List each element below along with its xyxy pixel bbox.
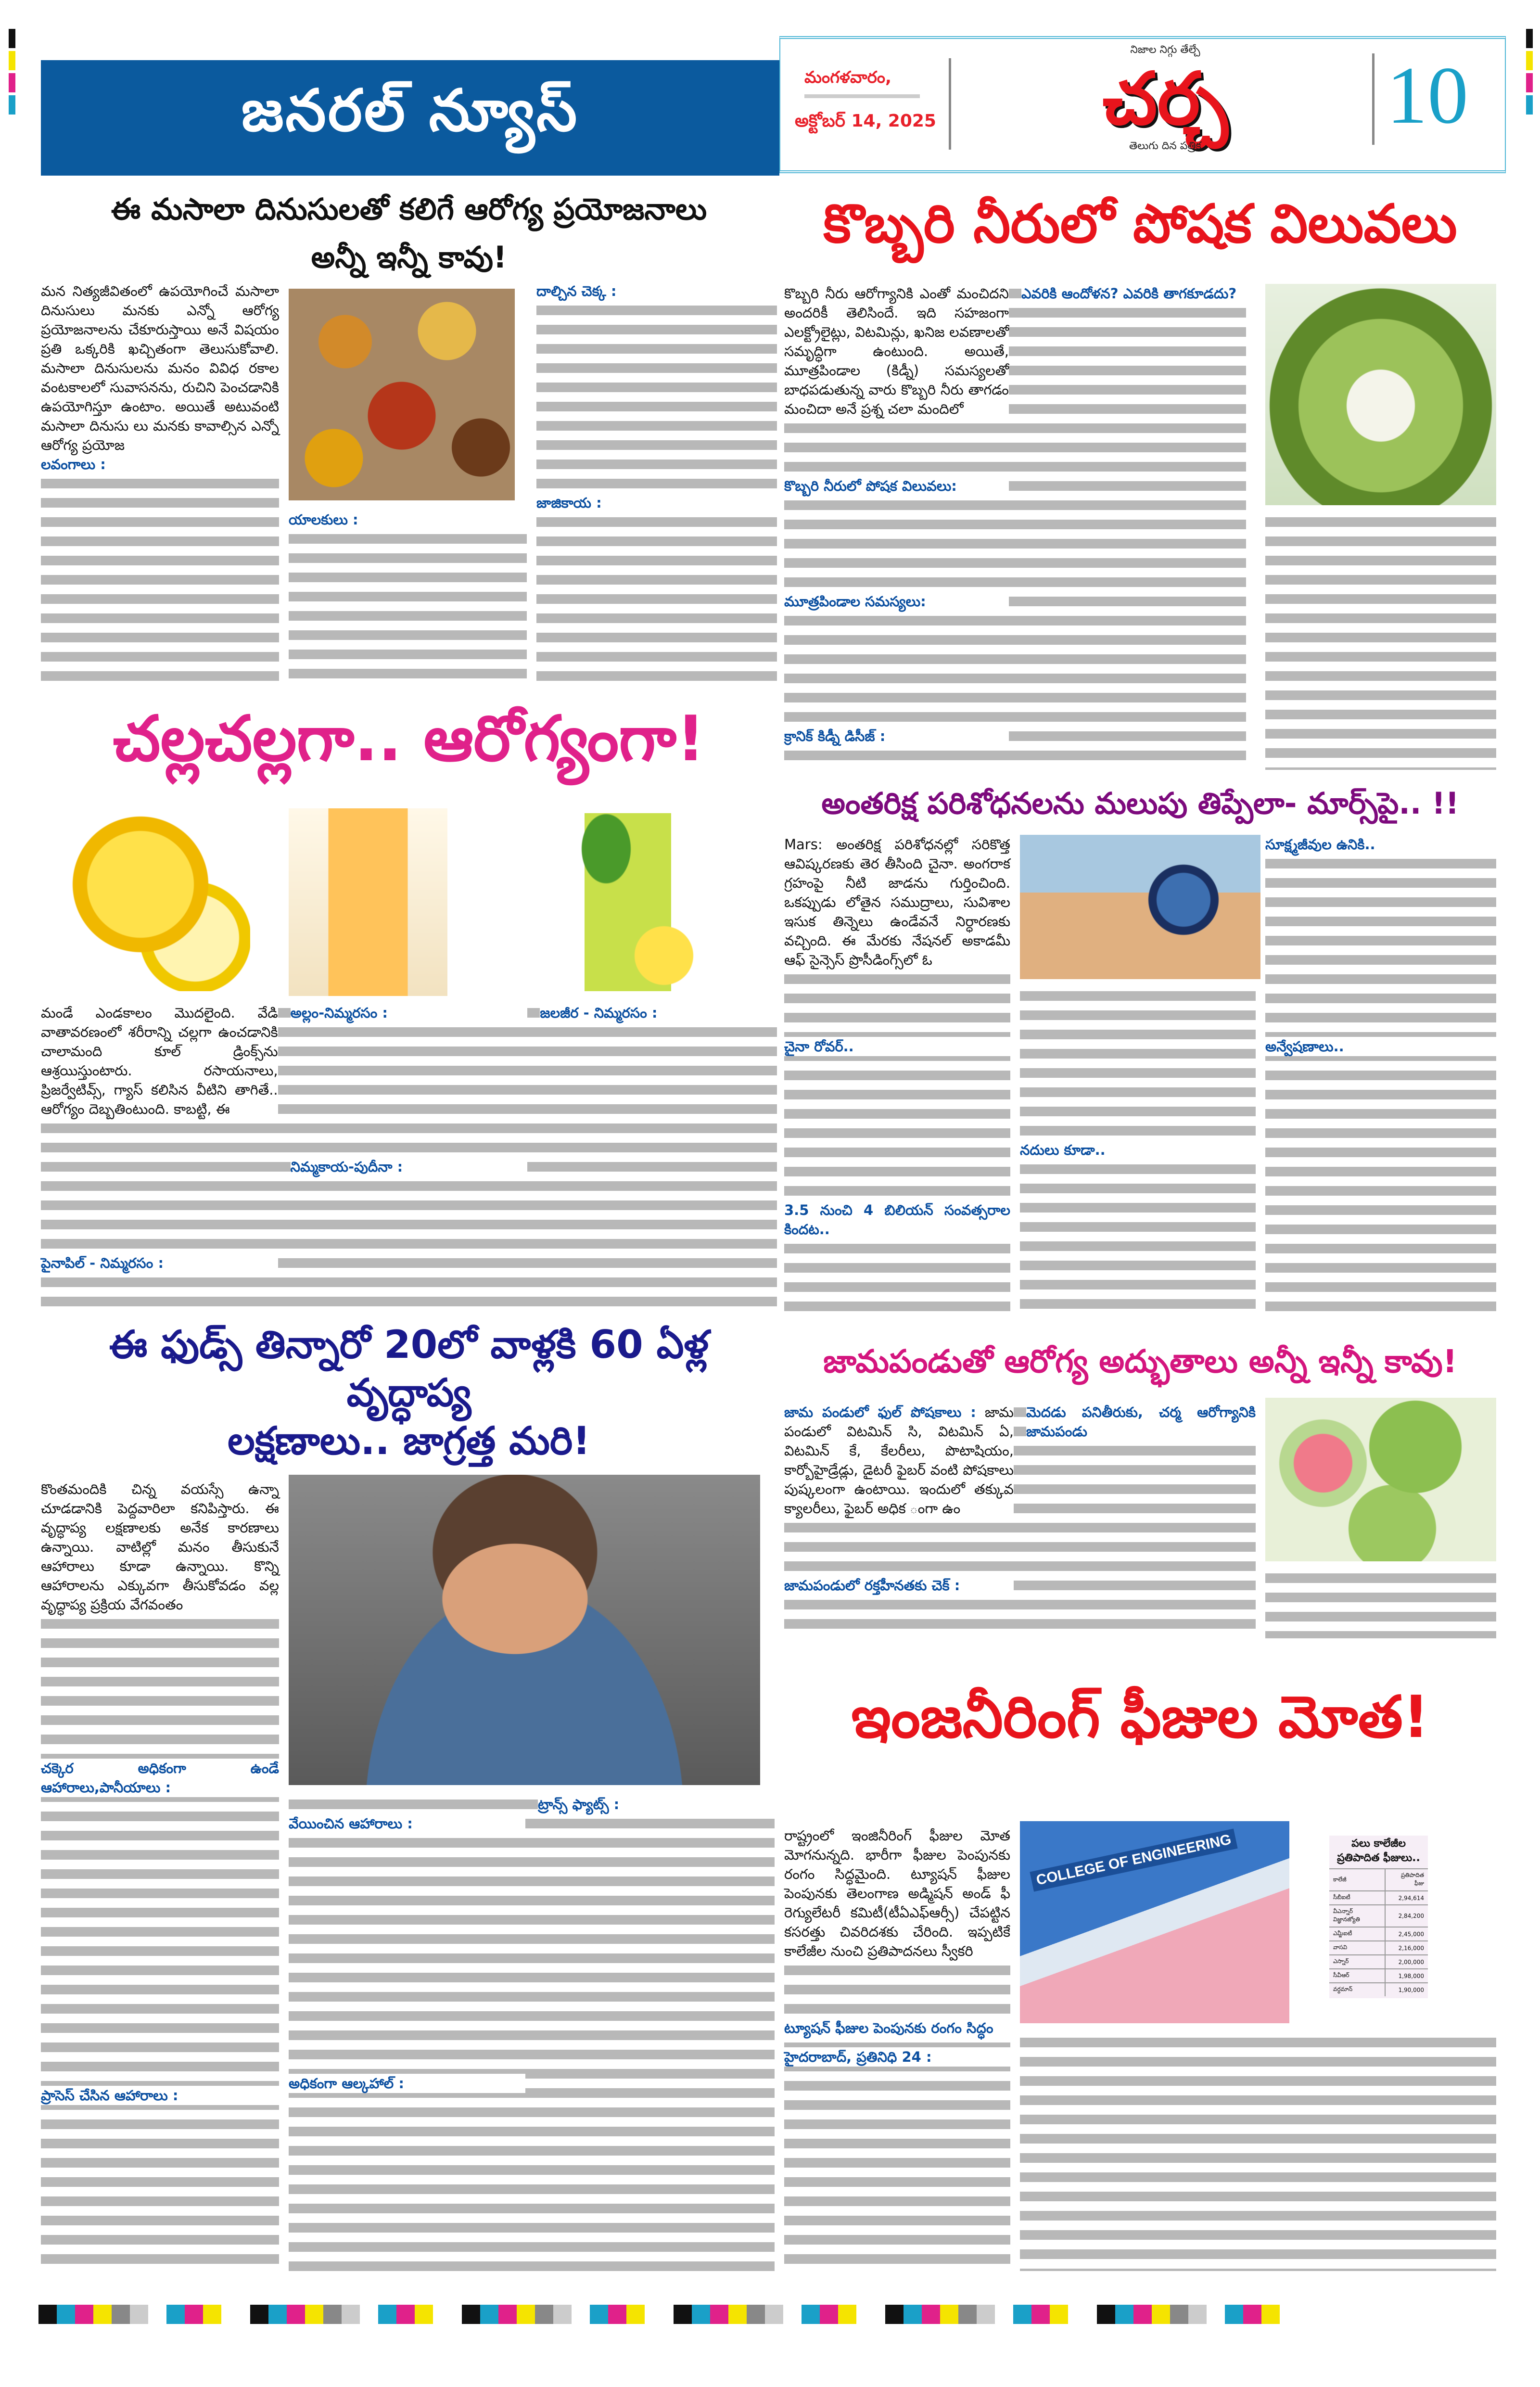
color-swatch <box>747 2305 765 2324</box>
dateline: హైదరాబాద్, ప్రతినిధి 24 : <box>784 2049 932 2065</box>
subheading: ట్యూషన్ ఫీజుల పెంపునకు రంగం సిద్ధం <box>784 2020 993 2036</box>
fee-table-row <box>1329 1941 1428 1955</box>
article-aging-col1 <box>41 1480 279 2271</box>
article-spices-col3 <box>536 281 777 686</box>
college-fee: 2,94,614 <box>1385 1891 1428 1905</box>
registration-mark-left <box>9 29 15 117</box>
article-lemon-cols <box>41 1003 777 1311</box>
fee-table-row <box>1329 1891 1428 1905</box>
fee-table-row <box>1329 1927 1428 1941</box>
color-swatch <box>1013 2305 1031 2324</box>
color-swatch <box>57 2305 75 2324</box>
logo-subtitle: తెలుగు దిన పత్రిక <box>1129 140 1202 152</box>
color-swatch <box>1243 2305 1261 2324</box>
divider <box>949 58 951 150</box>
color-swatch <box>1152 2305 1170 2324</box>
subheading: అధికంగా ఆల్కహాల్ : <box>289 2075 404 2092</box>
divider <box>804 94 920 98</box>
newspaper-logo <box>1050 44 1281 169</box>
color-swatch <box>904 2305 922 2324</box>
color-swatch-gap <box>645 2305 674 2324</box>
subheading: పైనాపిల్ - నిమ్మరసం : <box>41 1255 164 1271</box>
color-swatch <box>1170 2305 1188 2324</box>
article-coconut-headline: కొబ్బరి నీరులో పోషక విలువలు <box>823 193 1457 255</box>
color-swatch <box>710 2305 728 2324</box>
subheading: జామపండులో రక్తహీనతకు చెక్ : <box>784 1577 960 1594</box>
color-swatch <box>535 2305 553 2324</box>
subheading: నిమ్మకాయ-పుదీనా : <box>290 1159 403 1175</box>
headline: ఈ మసాలా దినుసులతో కలిగే ఆరోగ్య ప్రయోజనాలు <box>111 191 707 227</box>
article-spices-headline <box>41 185 777 281</box>
column-header: కాలేజీ <box>1329 1869 1385 1891</box>
subheading: ప్రాసెస్ చేసిన ఆహారాలు : <box>41 2087 178 2104</box>
mars-surface-image <box>1020 835 1260 979</box>
article-body: జామ పండులో విటమిన్ సి, విటమిన్ ఏ, విటమిన్ కే, కేలరీలు, పొటాషియం, కార్బోహైడ్రేడ్లు, డైటరీ ఫైబర్ వంటి పోషకాలు పుష్కలంగా ఉంటాయి. ఇందులో తక్కువ క్యాలరీలు, ఫైబర్ అధిక ంగా ఉం <box>784 1404 1014 1517</box>
subheading: కొబ్బరి నీరులో పోషక విలువలు: <box>784 478 957 494</box>
article-aging-body <box>41 1475 777 2271</box>
divider <box>1372 53 1375 145</box>
article-engineering-headline: ఇంజనీరింగ్ ఫీజుల మోత! <box>851 1684 1429 1751</box>
color-swatch <box>415 2305 433 2324</box>
color-swatch <box>1261 2305 1280 2324</box>
fee-table <box>1329 1836 1428 1998</box>
subheading: దాల్చిన చెక్క : <box>536 283 617 299</box>
color-swatch <box>728 2305 747 2324</box>
color-swatch <box>203 2305 221 2324</box>
color-swatch-gap <box>221 2305 250 2324</box>
color-swatch <box>268 2305 287 2324</box>
headline: లక్షణాలు.. జాగ్రత్త మరి! <box>228 1418 590 1463</box>
article-mars-headline: అంతరిక్ష పరిశోధనలను మలుపు తిప్పేలా- మార్స్‌పై.. !! <box>821 786 1459 821</box>
color-swatch <box>130 2305 148 2324</box>
subheading: వేయించిన ఆహారాలు : <box>289 1815 413 1832</box>
color-swatch <box>378 2305 396 2324</box>
article-aging-cols23 <box>289 1795 775 2271</box>
lemon-image <box>67 813 250 991</box>
subheading: చక్కెర అధికంగా ఉండే ఆహారాలు,పానీయాలు : <box>41 1760 279 1796</box>
color-swatch <box>572 2305 590 2324</box>
subheading: జామ పండులో ఫుల్ పోషకాలు : <box>784 1404 976 1420</box>
fee-table-row <box>1329 1969 1428 1983</box>
fee-table-header <box>1329 1869 1428 1891</box>
article-aging <box>41 1321 777 2271</box>
color-swatch <box>940 2305 958 2324</box>
color-swatch <box>1050 2305 1068 2324</box>
color-swatch <box>885 2305 904 2324</box>
college-name: సీబీఐటీ <box>1329 1891 1385 1905</box>
color-swatch <box>462 2305 480 2324</box>
color-swatch <box>922 2305 940 2324</box>
color-swatch <box>250 2305 268 2324</box>
color-swatch <box>323 2305 342 2324</box>
article-guava-headline: జామపండుతో ఆరోగ్య అద్భుతాలు అన్నీ ఇన్నీ కావు! <box>823 1343 1457 1380</box>
color-swatch <box>626 2305 645 2324</box>
color-swatch <box>590 2305 608 2324</box>
color-swatch <box>38 2305 57 2324</box>
subheading: జలజీర - నిమ్మరసం : <box>540 1005 658 1021</box>
column-header: ప్రతిపాదిత ఫీజు <box>1385 1869 1428 1891</box>
subheading: మూత్రపిండాల సమస్యలు: <box>784 593 926 610</box>
logo-name: చర్చ <box>1102 57 1228 141</box>
headline: ఈ ఫుడ్స్ తిన్నారో 20లో వాళ్లకి 60 ఏళ్ల వృద్ధాప్య <box>109 1322 709 1415</box>
page-number: 10 <box>1387 50 1468 140</box>
fee-table-title: ప్రతిపాదిత ఫీజులు.. <box>1337 1852 1420 1864</box>
color-swatch <box>820 2305 838 2324</box>
color-swatch <box>553 2305 572 2324</box>
fee-table-row <box>1329 1955 1428 1969</box>
color-swatch <box>1207 2305 1225 2324</box>
color-swatch <box>166 2305 185 2324</box>
color-swatch <box>608 2305 626 2324</box>
color-swatch <box>517 2305 535 2324</box>
article-coconut-col3 <box>1265 512 1496 770</box>
color-swatch <box>1031 2305 1050 2324</box>
college-fee: 1,90,000 <box>1385 1983 1428 1996</box>
subheading: క్రానిక్ కిడ్నీ డిసీజ్ : <box>784 728 886 744</box>
article-guava-cols <box>784 1403 1256 1638</box>
subheading: యాలకులు : <box>289 511 358 528</box>
college-fee: 2,00,000 <box>1385 1955 1428 1969</box>
subheading: ఎవరికి ఆందోళన? ఎవరికి తాగకూడదు? <box>1021 285 1237 302</box>
color-calibration-bar <box>38 2305 1309 2324</box>
subheading: అల్లం-నిమ్మరసం : <box>290 1005 388 1021</box>
college-name: సీవీఆర్ <box>1329 1969 1385 1983</box>
color-swatch <box>802 2305 820 2324</box>
aging-man-image <box>289 1475 760 1785</box>
article-aging-headline <box>41 1321 777 1465</box>
masthead <box>779 36 1506 173</box>
subheading: అన్వేషణాలు.. <box>1265 1038 1344 1055</box>
color-swatch <box>498 2305 517 2324</box>
article-body: రాష్ట్రంలో ఇంజినీరింగ్ ఫీజుల మోత మోగనున్నది. భారీగా ఫీజుల పెంపునకు రంగం సిద్ధమైంది. ట్యూషన్ ఫీజుల పెంపునకు తెలంగాణ అడ్మిషన్ అండ్ ఫీ రెగ్యులేటరీ కమిటీ(టీఏఎఫ్‌ఆర్సీ) చేపట్టిన కసరత్తు చివరిదశకు చేరింది. ఇప్పటికే కాలేజీల నుంచి ప్రతిపాదనలు స్వీకరి <box>784 1826 1010 1961</box>
article-engineering-cols23 <box>1020 2033 1496 2271</box>
subheading: లవంగాలు : <box>41 456 106 472</box>
color-swatch <box>1188 2305 1207 2324</box>
color-swatch <box>75 2305 93 2324</box>
subheading: సూక్ష్మజీవుల ఉనికి.. <box>1265 836 1375 853</box>
article-mars-col2 <box>1020 986 1256 1318</box>
color-swatch <box>1133 2305 1152 2324</box>
article-body: మండే ఎండకాలం మొదలైంది. వేడి వాతావరణంలో శరీరాన్ని చల్లగా ఉంచడానికి చాలామంది కూల్ డ్రింక్స్‌ను ఆశ్రయిస్తుంటారు. రసాయనాలు, ప్రిజర్వేటివ్స్, గ్యాస్ కలిసిన వీటిని తాగితే.. ఆరోగ్యం దెబ్బతింటుంది. కాబట్టి, ఈ <box>41 1003 278 1119</box>
article-guava-col3 <box>1265 1569 1496 1638</box>
college-fee: 2,45,000 <box>1385 1927 1428 1941</box>
color-swatch-gap <box>1280 2305 1309 2324</box>
spices-image <box>289 289 515 500</box>
article-engineering-col1 <box>784 1826 1010 2271</box>
article-lemon-headline: చల్లచల్లగా.. ఆరోగ్యంగా! <box>113 702 705 775</box>
color-swatch <box>396 2305 415 2324</box>
college-fee: 2,84,200 <box>1385 1905 1428 1927</box>
subheading: నదులు కూడా.. <box>1020 1142 1106 1158</box>
color-swatch <box>1097 2305 1115 2324</box>
article-spices-col2 <box>289 510 527 686</box>
college-name: వాసవి <box>1329 1941 1385 1955</box>
juice-glass-image <box>289 808 447 996</box>
logo-tagline: నిజాల నిగ్గు తేల్చే <box>1130 44 1200 56</box>
registration-mark-right <box>1526 29 1533 117</box>
article-spices-col1 <box>41 281 279 686</box>
issue-date: అక్టోబర్ 14, 2025 <box>795 111 936 131</box>
fee-table-row <box>1329 1983 1428 1996</box>
color-swatch <box>112 2305 130 2324</box>
color-swatch <box>360 2305 378 2324</box>
guava-image <box>1265 1398 1496 1561</box>
college-sign-text: COLLEGE OF ENGINEERING <box>1030 1828 1238 1891</box>
color-swatch <box>1115 2305 1133 2324</box>
subheading: చైనా రోవర్.. <box>784 1038 854 1055</box>
color-swatch <box>93 2305 112 2324</box>
college-engineering-image <box>1020 1821 1289 2023</box>
college-fee: 2,16,000 <box>1385 1941 1428 1955</box>
color-swatch <box>692 2305 710 2324</box>
color-swatch <box>765 2305 783 2324</box>
color-swatch <box>995 2305 1013 2324</box>
color-swatch-gap <box>1068 2305 1097 2324</box>
lemonade-image <box>563 813 707 991</box>
color-swatch <box>1225 2305 1243 2324</box>
color-swatch <box>958 2305 977 2324</box>
article-body: కొబ్బరి నీరు ఆరోగ్యానికి ఎంతో మంచిదని అందరికీ తెలిసిందే. ఇది సహజంగా ఎలక్ట్రోలైట్లు, విటమిన్లు, ఖనిజ లవణాలతో సమృద్ధిగా ఉంటుంది. అయితే, మూత్రపిండాల (కిడ్నీ) సమస్యలతో బాధపడుతున్న వారు కొబ్బరి నీరు తాగడం మంచిదా అనే ప్రశ్న చలా మందిలో <box>784 284 1009 419</box>
fee-table-title: పలు కాలేజీల <box>1351 1838 1406 1850</box>
color-swatch <box>783 2305 802 2324</box>
subheading: మెదడు పనితీరుకు, చర్మ ఆరోగ్యానికి జామపండు <box>1026 1404 1256 1440</box>
subheading: 3.5 నుంచి 4 బిలియన్ సంవత్సరాల కిందట.. <box>784 1202 1010 1238</box>
issue-day: మంగళవారం, <box>804 68 891 87</box>
color-swatch <box>977 2305 995 2324</box>
section-banner <box>41 60 779 176</box>
college-name: వీఎన్నార్ విజ్ఞానజ్యోతి <box>1329 1905 1385 1927</box>
article-coconut-cols <box>784 284 1246 770</box>
color-swatch <box>342 2305 360 2324</box>
color-swatch <box>185 2305 203 2324</box>
college-name: ఎమ్జీఐటీ <box>1329 1927 1385 1941</box>
color-swatch <box>674 2305 692 2324</box>
color-swatch <box>148 2305 166 2324</box>
headline: అన్నీ ఇన్నీ కావు! <box>311 240 507 275</box>
color-swatch-gap <box>856 2305 885 2324</box>
coconut-image <box>1265 284 1496 505</box>
college-fee: 1,98,000 <box>1385 1969 1428 1983</box>
article-body: Mars: అంతరిక్ష పరిశోధనల్లో సరికొత్త ఆవిష్కరణకు తెర తీసింది చైనా. అంగరాక గ్రహంపై నీటి జాడను గుర్తించింది. ఒకప్పుడు లోతైన సముద్రాలు, సువిశాల ఇసుక తిన్నెలు ఉండేవనే నిర్ధారణకు వచ్చింది. ఈ మేరకు నేషనల్ అకాడమీ ఆఫ్ సైన్సెస్ ప్రొసీడింగ్స్‌లో ఓ <box>784 835 1010 970</box>
fee-table-row <box>1329 1905 1428 1927</box>
article-mars-col3 <box>1265 835 1496 1318</box>
color-swatch <box>480 2305 498 2324</box>
color-swatch-gap <box>433 2305 462 2324</box>
subheading: ట్రాన్స్ ఫ్యాట్స్ : <box>538 1796 620 1813</box>
color-swatch <box>305 2305 323 2324</box>
color-swatch <box>838 2305 856 2324</box>
article-mars-col1 <box>784 835 1010 1318</box>
subheading: జాజికాయ : <box>536 495 602 511</box>
article-body: కొంతమందికి చిన్న వయస్సే ఉన్నా చూడడానికి పెద్దవారిలా కనిపిస్తారు. ఈ వృద్ధాప్య లక్షణాలకు అనేక కారణాలు ఉన్నాయి. వాటిల్లో మనం తీసుకునే ఆహారాలు కూడా ఉన్నాయి. కొన్ని ఆహారాలను ఎక్కువగా తీసుకోవడం వల్ల వృద్ధాప్య ప్రక్రియ వేగవంతం <box>41 1480 279 1614</box>
college-name: ఎస్నార్ <box>1329 1955 1385 1969</box>
section-title: జనరల్ న్యూస్ <box>241 77 579 144</box>
color-swatch <box>287 2305 305 2324</box>
article-body: మన నిత్యజీవితంలో ఉపయోగించే మసాలా దినుసులు మనకు ఎన్నో ఆరోగ్య ప్రయోజనాలను చేకూరుస్తాయి అనే విషయం ప్రతి ఒక్కరికి ఖచ్చితంగా తెలుసుకోవాలి. మసాలా దినుసులను మనం వివిధ రకాల వంటకాలలో సువాసనను, రుచిని పెంచడానికి ఉపయోగిస్తూ ఉంటాం. అయితే అటువంటి మసాలా దినుసు లు మనకు కావాల్సిన ఎన్నో ఆరోగ్య ప్రయోజ <box>41 281 279 455</box>
college-name: వర్ధమాన్ <box>1329 1983 1385 1996</box>
